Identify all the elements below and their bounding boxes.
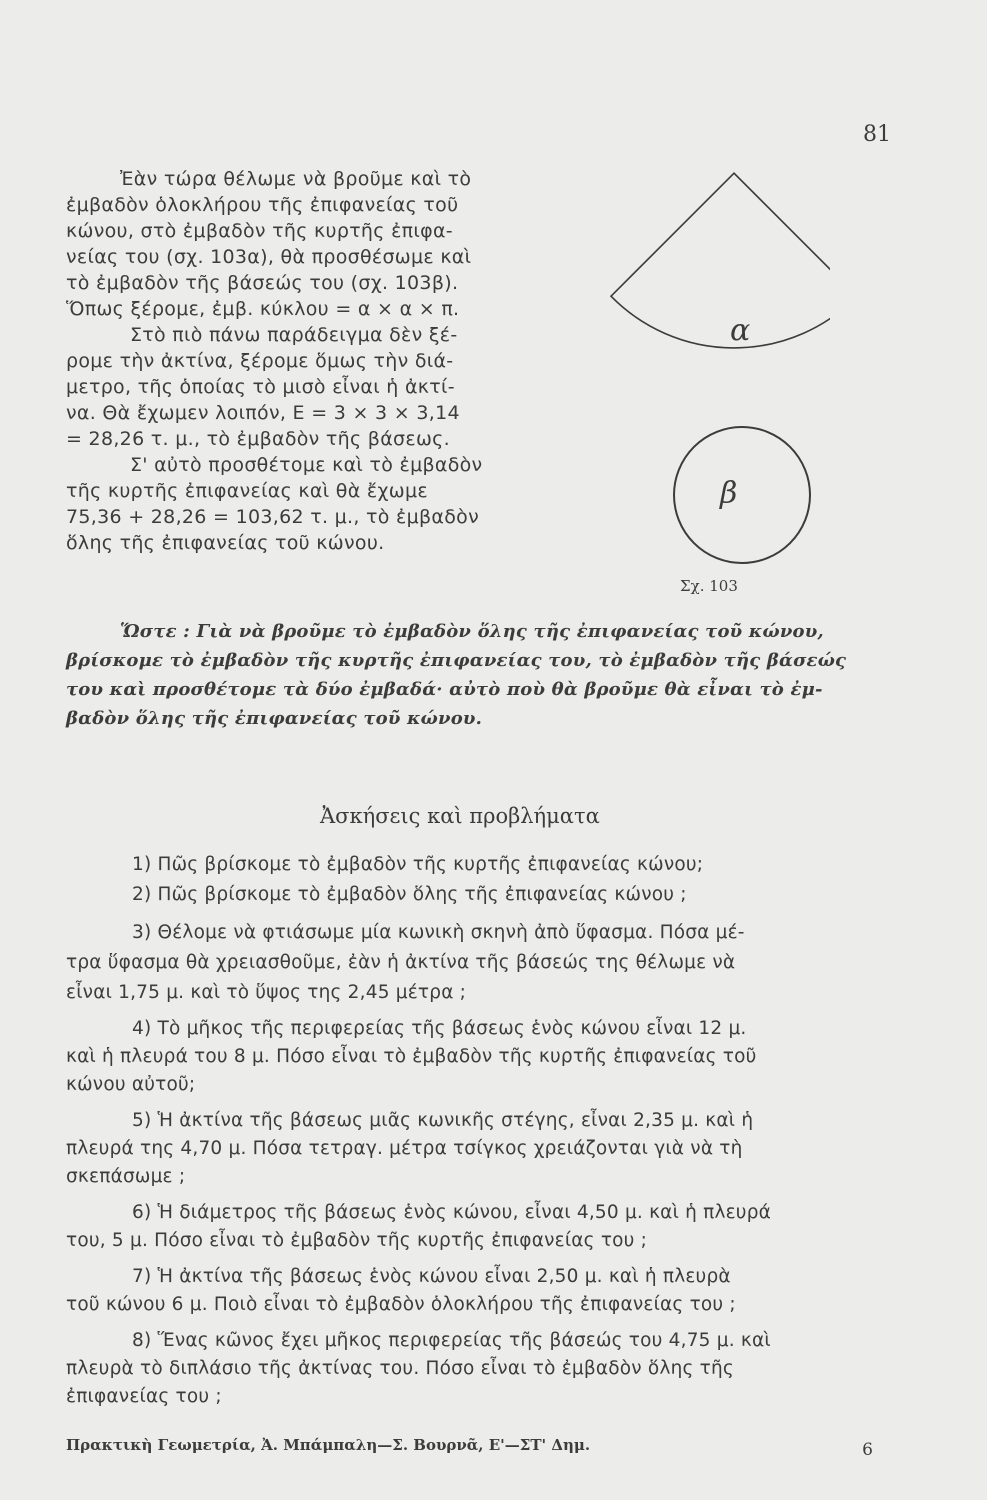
text-line: Ἐὰν τώρα θέλωμε νὰ βροῦμε καὶ τὸ [120,168,472,190]
exercise-line: 8) Ἕνας κῶνος ἔχει μῆκος περιφερείας τῆς βάσεώς του 4,75 μ. καὶ [132,1330,771,1351]
footer-citation: Πρακτικὴ Γεωμετρία, Ἀ. Μπάμπαλη—Σ. Βουρνᾶ, Ε'—ΣΤ' Δημ. [66,1436,591,1454]
exercise-line: 7) Ἡ ἀκτίνα τῆς βάσεως ἑνὸς κώνου εἶναι 2,50 μ. καὶ ἡ πλευρὰ [132,1266,731,1287]
rule-line: του καὶ προσθέτομε τὰ δύο ἐμβαδά· αὐτὸ ποὺ θὰ βροῦμε θὰ εἶναι τὸ ἐμ- [66,679,823,700]
exercises-heading: Ἀσκήσεις καὶ προβλήματα [320,804,600,828]
exercise-line: πλευρὰ τὸ διπλάσιο τῆς ἀκτίνας του. Πόσο εἶναι τὸ ἐμβαδὸν ὅλης τῆς [66,1358,734,1379]
text-line: ρομε τὴν ἀκτίνα, ξέρομε ὅμως τὴν διά- [66,350,454,372]
exercise-line: 3) Θέλομε νὰ φτιάσωμε μία κωνικὴ σκηνὴ ἀπὸ ὕφασμα. Πόσα μέ- [132,922,745,943]
text-line: 75,36 + 28,26 = 103,62 τ. μ., τὸ ἐμβαδὸν [66,506,480,528]
cone-sector [611,173,830,348]
exercise-line: εἶναι 1,75 μ. καὶ τὸ ὕψος της 2,45 μέτρα ; [66,982,467,1003]
text-line: κώνου, στὸ ἐμβαδὸν τῆς κυρτῆς ἐπιφα- [66,220,453,242]
sector-label: α [730,313,751,348]
exercise-line: τρα ὕφασμα θὰ χρειασθοῦμε, ἐὰν ἡ ἀκτίνα τῆς βάσεώς της θέλωμε νὰ [66,952,736,973]
rule-line: βαδὸν ὅλης τῆς ἐπιφανείας τοῦ κώνου. [66,708,483,729]
rule-line: βρίσκομε τὸ ἐμβαδὸν τῆς κυρτῆς ἐπιφανείας του, τὸ ἐμβαδὸν τῆς βάσεώς [66,650,847,671]
text-line: μετρο, τῆς ὁποίας τὸ μισὸ εἶναι ἡ ἀκτί- [66,376,455,398]
cone-figure [570,165,830,585]
page-number: 81 [863,122,891,147]
text-line: ὅλης τῆς ἐπιφανείας τοῦ κώνου. [66,532,385,554]
exercise-line: του, 5 μ. Πόσο εἶναι τὸ ἐμβαδὸν τῆς κυρτῆς ἐπιφανείας του ; [66,1230,648,1251]
exercise-line: καὶ ἡ πλευρά του 8 μ. Πόσο εἶναι τὸ ἐμβαδὸν τῆς κυρτῆς ἐπιφανείας τοῦ [66,1046,757,1067]
text-line: Ὅπως ξέρομε, ἐμβ. κύκλου = α × α × π. [66,298,460,320]
exercise-line: ἐπιφανείας του ; [66,1386,222,1407]
text-line: να. Θὰ ἔχωμεν λοιπόν, Ε = 3 × 3 × 3,14 [66,402,460,424]
exercise-line: 5) Ἡ ἀκτίνα τῆς βάσεως μιᾶς κωνικῆς στέγης, εἶναι 2,35 μ. καὶ ἡ [132,1110,754,1131]
exercise-line: τοῦ κώνου 6 μ. Ποιὸ εἶναι τὸ ἐμβαδὸν ὁλοκλήρου τῆς ἐπιφανείας του ; [66,1294,736,1315]
text-line: νείας του (σχ. 103α), θὰ προσθέσωμε καὶ [66,246,472,268]
exercise-line: 2) Πῶς βρίσκομε τὸ ἐμβαδὸν ὅλης τῆς ἐπιφανείας κώνου ; [132,884,687,905]
text-line: τῆς κυρτῆς ἐπιφανείας καὶ θὰ ἔχωμε [66,480,428,502]
text-line: = 28,26 τ. μ., τὸ ἐμβαδὸν τῆς βάσεως. [66,428,450,450]
exercise-line: πλευρά της 4,70 μ. Πόσα τετραγ. μέτρα τσίγκος χρειάζονται γιὰ νὰ τὴ [66,1138,743,1159]
exercise-line: 4) Τὸ μῆκος τῆς περιφερείας τῆς βάσεως ἑνὸς κώνου εἶναι 12 μ. [132,1018,747,1039]
exercise-line: 1) Πῶς βρίσκομε τὸ ἐμβαδὸν τῆς κυρτῆς ἐπιφανείας κώνου; [132,854,704,875]
rule-line: Ὥστε : Γιὰ νὰ βροῦμε τὸ ἐμβαδὸν ὅλης τῆς ἐπιφανείας τοῦ κώνου, [120,621,824,642]
exercise-line: 6) Ἡ διάμετρος τῆς βάσεως ἑνὸς κώνου, εἶναι 4,50 μ. καὶ ἡ πλευρά [132,1202,772,1223]
circle-label: β [720,476,738,511]
text-line: τὸ ἐμβαδὸν τῆς βάσεώς του (σχ. 103β). [66,272,459,294]
exercise-line: σκεπάσωμε ; [66,1166,186,1187]
text-line: Στὸ πιὸ πάνω παράδειγμα δὲν ξέ- [130,324,458,346]
base-circle [674,427,810,563]
text-line: ἐμβαδὸν ὁλοκλήρου τῆς ἐπιφανείας τοῦ [66,194,459,216]
exercise-line: κώνου αὐτοῦ; [66,1074,196,1095]
footer-signature-number: 6 [862,1440,873,1460]
text-line: Σ' αὐτὸ προσθέτομε καὶ τὸ ἐμβαδὸν [130,454,483,476]
figure-caption: Σχ. 103 [680,577,738,595]
